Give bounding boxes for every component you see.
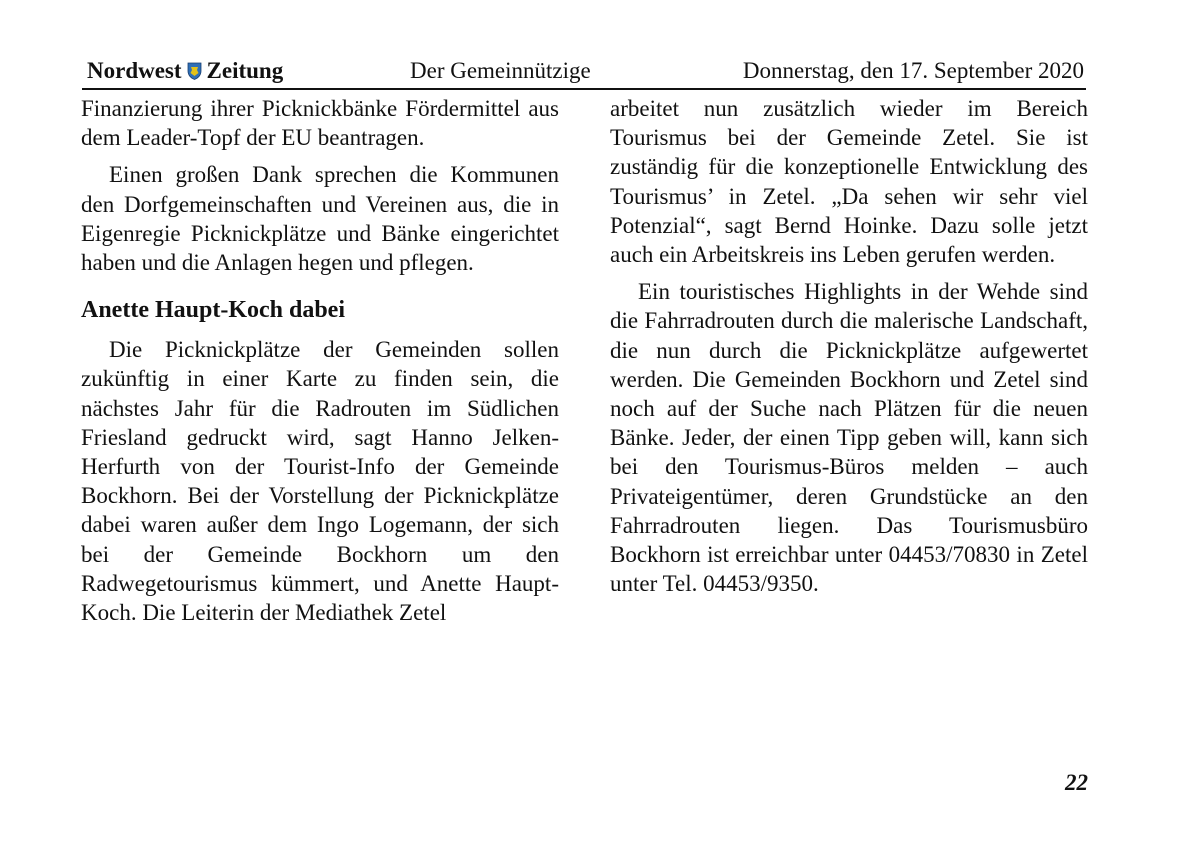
left-column [81, 94, 559, 635]
paragraph-tourism-zetel: arbeitet nun zusätzlich wieder im Bereich Tourismus bei der Gemeinde Zetel. Sie ist zuständig für die konzeptionelle Entwicklung des Tourismus’ in Zetel. „Da sehen wir sehr viel Potenzial“, sagt Bernd Hoinke. Dazu solle jetzt auch ein Arbeitskreis ins Leben gerufen werden. [610, 96, 1088, 268]
issue-date: Donnerstag, den 17. September 2020 [742, 58, 1084, 83]
masthead-word-right: Zeitung [206, 58, 284, 83]
page-number: 22 [1065, 770, 1088, 795]
newspaper-masthead [87, 58, 283, 84]
section-heading: Anette Haupt-Koch dabei [81, 297, 345, 324]
paragraph-financing: Finanzierung ihrer Picknickbänke Fördermittel aus dem Leader-Topf der EU beantragen. [81, 96, 559, 151]
page-header [82, 56, 1086, 90]
paragraph-picnic-map: Die Picknickplätze der Gemeinden sollen zukünftig in einer Karte zu finden sein, die nächstes Jahr für die Radrouten im Südlichen Friesland gedruckt wird, sagt Hanno Jelken-Herfurth von der Tourist-Info der Gemeinde Bockhorn. Bei der Vorstellung der Picknickplätze dabei waren außer dem Ingo Logemann, der sich bei der Gemeinde Bockhorn um den Radwegetourismus kümmert, und Anette Haupt-Koch. Die Leiterin der Mediathek Zetel [81, 337, 559, 626]
paragraph-thanks: Einen großen Dank sprechen die Kommunen den Dorfgemeinschaften und Vereinen aus, die in Eigenregie Picknickplätze und Bänke eingerichtet haben und die Anlagen hegen und pflegen. [81, 162, 559, 276]
coat-of-arms-icon [187, 62, 202, 80]
paragraph-bike-routes: Ein touristisches Highlights in der Wehde sind die Fahrradrouten durch die malerische Landschaft, die nun durch die Picknickplätze aufgewertet werden. Die Gemeinden Bockhorn und Zetel sind noch auf der Suche nach Plätzen für die neuen Bänke. Jeder, der einen Tipp geben will, kann sich bei den Tourismus-Büros melden – auch Privateigentümer, deren Grundstücke an den Fahrradrouten liegen. Das Tourismusbüro Bockhorn ist erreichbar unter 04453/70830 in Zetel unter Tel. 04453/9350. [610, 279, 1088, 597]
masthead-word-left: Nordwest [87, 58, 182, 83]
right-column [610, 94, 1088, 606]
issue-title: Der Gemeinnützige [410, 58, 591, 83]
